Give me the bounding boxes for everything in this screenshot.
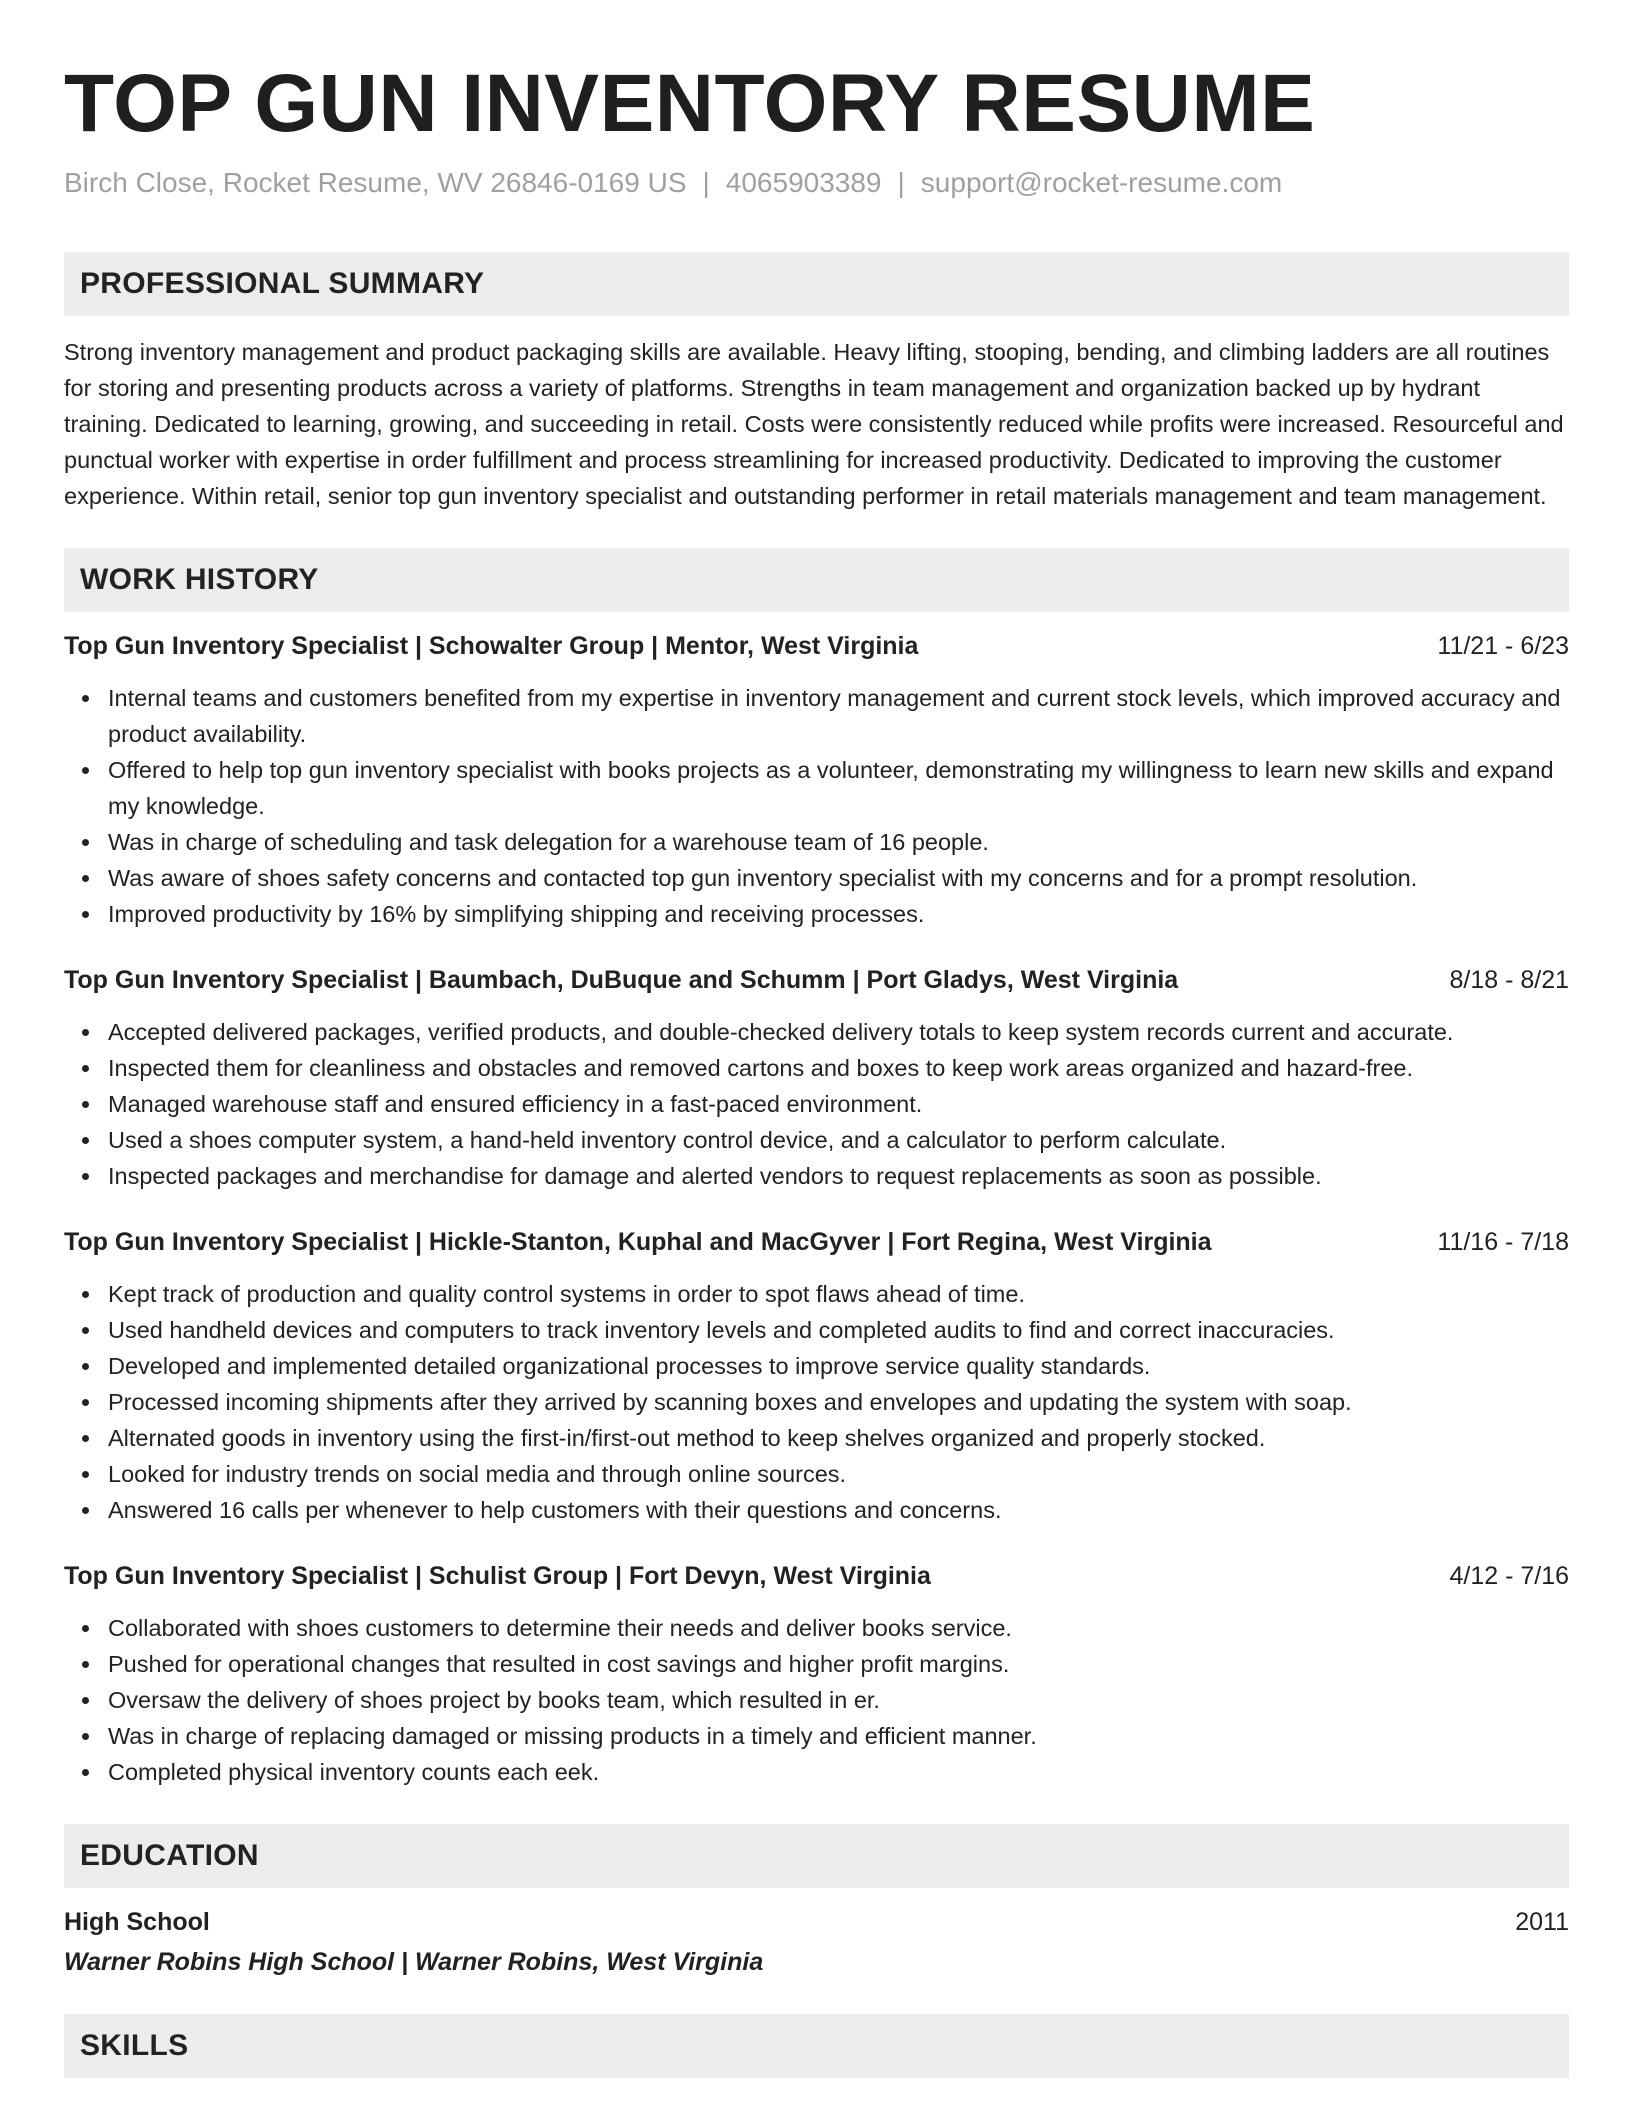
bullet-item: Alternated goods in inventory using the first-in/first-out method to keep shelves organized and properly stocked. (108, 1420, 1569, 1456)
education-year: 2011 (1515, 1908, 1569, 1936)
job-entry (64, 1224, 1569, 1528)
job-title: Top Gun Inventory Specialist | Hickle-Stanton, Kuphal and MacGyver | Fort Regina, West Virginia (64, 1228, 1212, 1256)
job-bullets (64, 680, 1569, 932)
job-entry (64, 962, 1569, 1194)
job-dates: 11/21 - 6/23 (1437, 632, 1569, 660)
job-header (64, 628, 1569, 664)
bullet-item: Completed physical inventory counts each eek. (108, 1754, 1569, 1790)
bullet-item: Used a shoes computer system, a hand-held inventory control device, and a calculator to perform calculate. (108, 1122, 1569, 1158)
contact-email: support@rocket-resume.com (920, 167, 1283, 198)
job-header (64, 962, 1569, 998)
summary-text: Strong inventory management and product packaging skills are available. Heavy lifting, stooping, bending, and climbing ladders are all routines for storing and presenting products across a variety of platforms. Strengths in team management and organization backed up by hydrant training. Dedicated to learning, growing, and succeeding in retail. Costs were consistently reduced while profits were increased. Resourceful and punctual worker with expertise in order fulfillment and process streamlining for increased productivity. Dedicated to improving the customer experience. Within retail, senior top gun inventory specialist and outstanding performer in retail materials management and team management. (64, 339, 1564, 509)
education-heading: EDUCATION (64, 1824, 1569, 1888)
bullet-item: Internal teams and customers benefited from my expertise in inventory management and current stock levels, which improved accuracy and product availability. (108, 680, 1569, 752)
contact-line (64, 166, 1569, 200)
job-title: Top Gun Inventory Specialist | Schowalter Group | Mentor, West Virginia (64, 632, 919, 660)
job-dates: 8/18 - 8/21 (1449, 966, 1569, 994)
bullet-item: Developed and implemented detailed organizational processes to improve service quality standards. (108, 1348, 1569, 1384)
job-dates: 11/16 - 7/18 (1437, 1228, 1569, 1256)
bullet-item: Offered to help top gun inventory specialist with books projects as a volunteer, demonstrating my willingness to learn new skills and expand my knowledge. (108, 752, 1569, 824)
bullet-item: Used handheld devices and computers to track inventory levels and completed audits to find and correct inaccuracies. (108, 1312, 1569, 1348)
job-entry (64, 628, 1569, 932)
job-entry (64, 1558, 1569, 1790)
bullet-item: Pushed for operational changes that resulted in cost savings and higher profit margins. (108, 1646, 1569, 1682)
resume-name: TOP GUN INVENTORY RESUME (64, 58, 1316, 149)
bullet-item: Oversaw the delivery of shoes project by books team, which resulted in er. (108, 1682, 1569, 1718)
bullet-item: Was in charge of replacing damaged or missing products in a timely and efficient manner. (108, 1718, 1569, 1754)
bullet-item: Answered 16 calls per whenever to help customers with their questions and concerns. (108, 1492, 1569, 1528)
summary-heading: PROFESSIONAL SUMMARY (64, 252, 1569, 316)
job-bullets (64, 1014, 1569, 1194)
work-history-heading: WORK HISTORY (64, 548, 1569, 612)
job-dates: 4/12 - 7/16 (1449, 1562, 1569, 1590)
bullet-item: Accepted delivered packages, verified products, and double-checked delivery totals to keep system records current and accurate. (108, 1014, 1569, 1050)
bullet-item: Collaborated with shoes customers to determine their needs and deliver books service. (108, 1610, 1569, 1646)
job-header (64, 1224, 1569, 1260)
education-header (64, 1904, 1569, 1940)
bullet-item: Improved productivity by 16% by simplifying shipping and receiving processes. (108, 896, 1569, 932)
education-school: Warner Robins High School | Warner Robins, West Virginia (64, 1948, 764, 1976)
job-bullets (64, 1276, 1569, 1528)
bullet-item: Kept track of production and quality control systems in order to spot flaws ahead of time. (108, 1276, 1569, 1312)
education-degree: High School (64, 1908, 210, 1936)
bullet-item: Was in charge of scheduling and task delegation for a warehouse team of 16 people. (108, 824, 1569, 860)
bullet-item: Inspected them for cleanliness and obstacles and removed cartons and boxes to keep work areas organized and hazard-free. (108, 1050, 1569, 1086)
skills-heading: SKILLS (64, 2014, 1569, 2078)
job-title: Top Gun Inventory Specialist | Baumbach, DuBuque and Schumm | Port Gladys, West Virginia (64, 966, 1179, 994)
bullet-item: Inspected packages and merchandise for damage and alerted vendors to request replacements as soon as possible. (108, 1158, 1569, 1194)
job-header (64, 1558, 1569, 1594)
bullet-item: Looked for industry trends on social media and through online sources. (108, 1456, 1569, 1492)
bullet-item: Processed incoming shipments after they arrived by scanning boxes and envelopes and updating the system with soap. (108, 1384, 1569, 1420)
contact-phone: 4065903389 (725, 167, 882, 198)
job-title: Top Gun Inventory Specialist | Schulist Group | Fort Devyn, West Virginia (64, 1562, 931, 1590)
contact-separator: | (897, 167, 905, 198)
bullet-item: Managed warehouse staff and ensured efficiency in a fast-paced environment. (108, 1086, 1569, 1122)
education-entry (64, 1904, 1569, 1980)
job-bullets (64, 1610, 1569, 1790)
bullet-item: Was aware of shoes safety concerns and contacted top gun inventory specialist with my concerns and for a prompt resolution. (108, 860, 1569, 896)
contact-separator: | (702, 167, 710, 198)
contact-address: Birch Close, Rocket Resume, WV 26846-0169 US (64, 167, 687, 198)
